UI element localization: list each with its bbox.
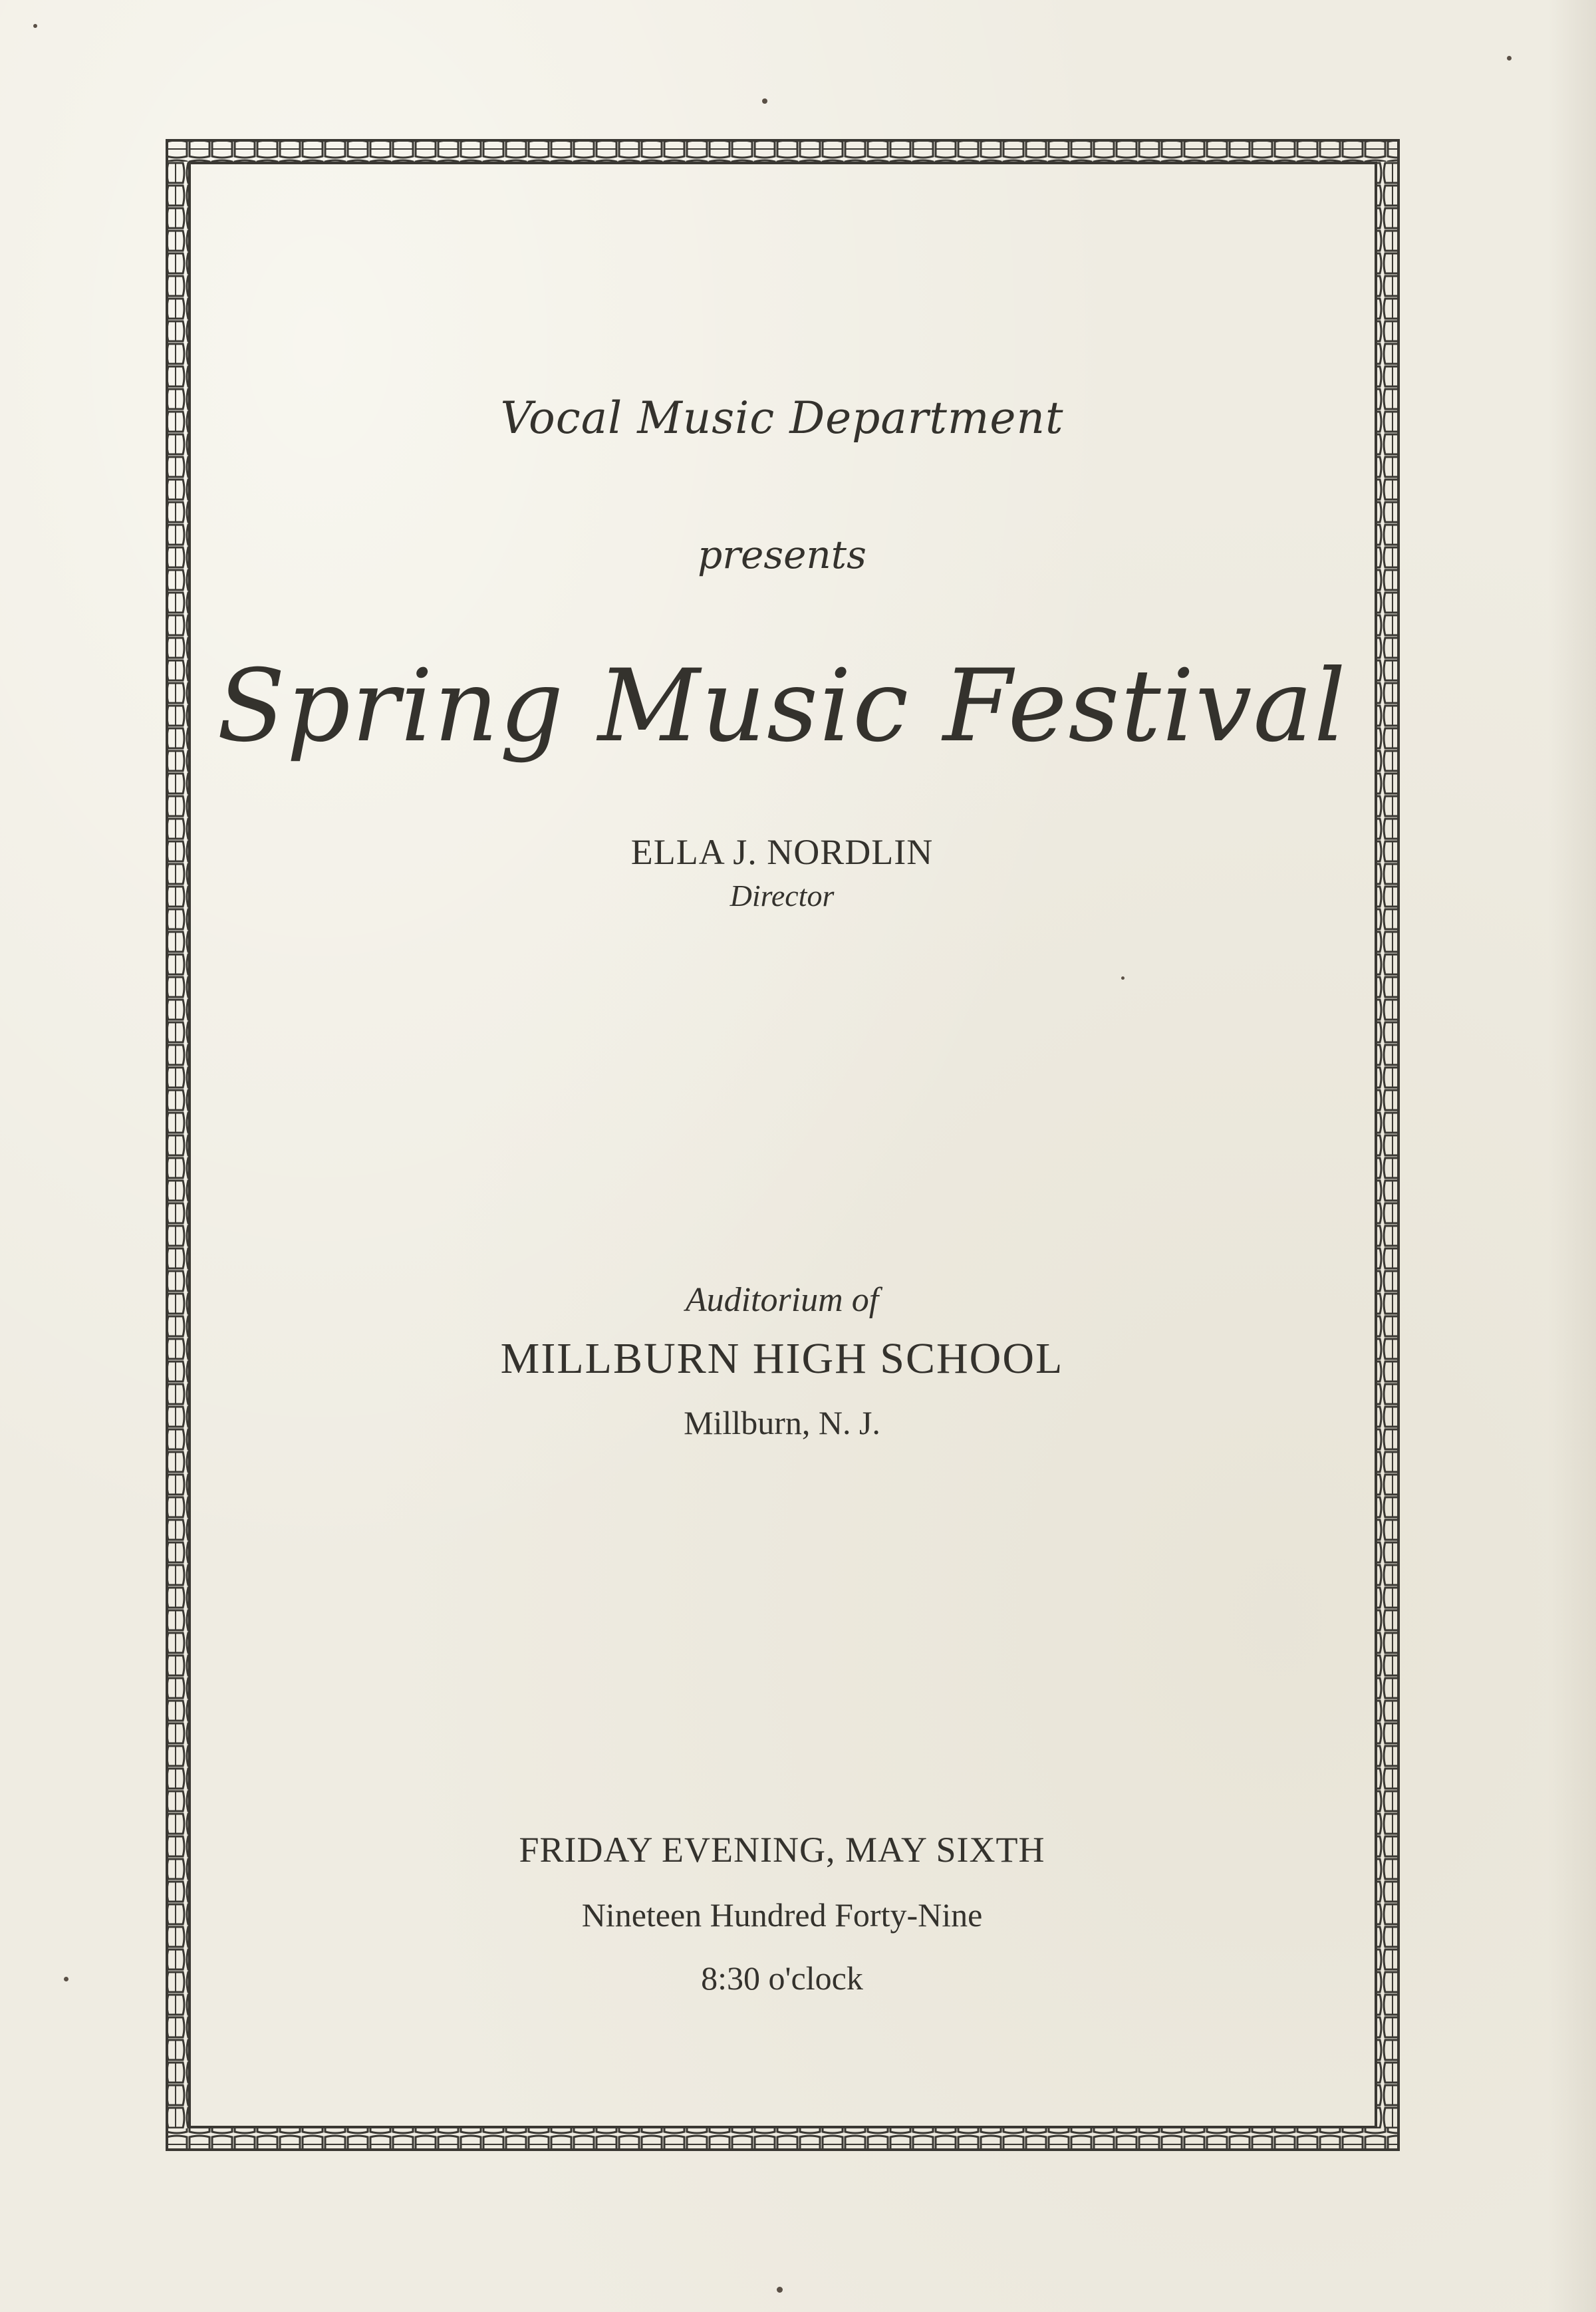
venue-prefix: Auditorium of bbox=[685, 1281, 879, 1319]
event-time: 8:30 o'clock bbox=[701, 1959, 863, 1997]
presents-line: presents bbox=[698, 532, 866, 577]
department-line: Vocal Music Department bbox=[500, 392, 1064, 444]
festival-title: Spring Music Festival bbox=[217, 649, 1347, 764]
paper-speck bbox=[33, 24, 37, 28]
director-role: Director bbox=[730, 879, 835, 913]
paper-speck bbox=[1121, 976, 1125, 980]
school-city: Millburn, N. J. bbox=[684, 1404, 880, 1441]
school-name: MILLBURN HIGH SCHOOL bbox=[500, 1334, 1064, 1383]
paper-speck bbox=[64, 1977, 68, 1981]
event-year: Nineteen Hundred Forty-Nine bbox=[581, 1896, 983, 1934]
paper-speck bbox=[762, 98, 767, 104]
paper-speck bbox=[777, 2287, 783, 2293]
event-date: FRIDAY EVENING, MAY SIXTH bbox=[519, 1830, 1045, 1870]
director-name: ELLA J. NORDLIN bbox=[630, 832, 934, 872]
paper-speck bbox=[1507, 56, 1512, 61]
